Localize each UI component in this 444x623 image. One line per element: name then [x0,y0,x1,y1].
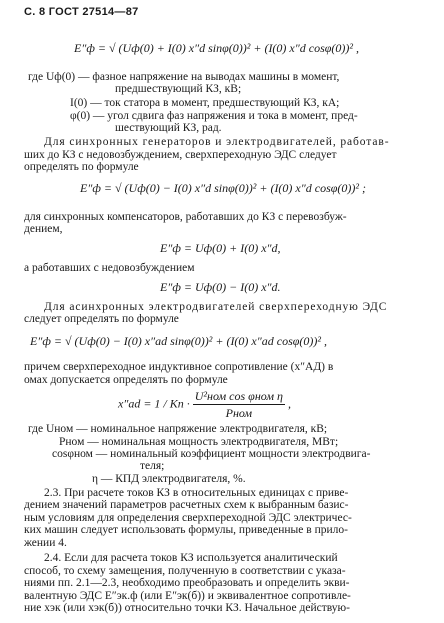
section-2-3-line-2: дением значений параметров расчетных схем к выбранным базис- [24,499,349,512]
formula-6-denominator: Pном [225,406,253,421]
where-cosphi-cont: теля; [140,460,165,473]
section-2-3-line-5: жении 4. [24,536,67,549]
para-comp-2: дением, [24,222,63,235]
where-i0: I(0) — ток статора в момент, предшествующий КЗ, кА; [70,97,340,110]
formula-3: E″ф = Uф(0) + I(0) x″d, [160,241,281,256]
formula-5: E″ф = √ (Uф(0) − I(0) x″ad sinφ(0))² + (I(0) x″ad cosφ(0))² , [30,333,327,348]
section-2-4-line-1: 2.4. Если для расчета токов КЗ используется аналитический [44,552,338,565]
formula-6-tail: , [287,396,291,411]
formula-6: x″ad = 1 / Kп · $\frac{\text{U²ном cos φном η}}{\text{Pном}}$ , [118,389,291,421]
page-header: С. 8 ГОСТ 27514—87 [24,6,139,18]
para-sync-3: определять по формуле [24,160,139,173]
formula-4: E″ф = Uф(0) − I(0) x″d. [160,280,281,295]
formula-6-numerator: U²ном cos φном η [194,389,283,404]
formula-2: E″ф = √ (Uф(0) − I(0) x″d sinφ(0))² + (I(0) x″d cosφ(0))² ; [80,181,366,196]
para-sync-2: ших до КЗ с недовозбуждением, сверхпереходную ЭДС следует [24,148,337,161]
formula-6-fraction [193,388,285,421]
where-phi0: φ(0) — угол сдвига фаз напряжения и тока в момент, пред- [70,109,358,122]
para-reactance-2: омах допускается определять по формуле [24,373,228,386]
section-2-4-line-5: ние xэк (или xэк(б)) относительно точки КЗ. Начальное действую- [24,602,350,614]
where-eta: η — КПД электродвигателя, %. [92,472,246,485]
where-uf0-cont: предшествующий КЗ, кВ; [115,83,242,95]
section-2-3-line-4: ких машин следует использовать формулы, приведенные в прило- [24,524,348,537]
section-2-3-line-1: 2.3. При расчете токов КЗ в относительных единицах с приве- [44,486,349,499]
where-unom: где Uном — номинальное напряжение электродвигателя, кВ; [28,423,328,436]
formula-1: E″ф = √ (Uф(0) + I(0) x″d sinφ(0))² + (I(0) x″d cosφ(0))² , [74,41,359,56]
formula-6-coeff: 1 / Kп [154,396,184,411]
para-comp-1: для синхронных компенсаторов, работавших до КЗ с перевозбуж- [24,210,347,223]
para-async-2: следует определять по формуле [24,313,179,326]
para-sync-1: Для синхронных генераторов и электродвигателей, работав- [44,136,390,149]
section-2-3-line-3: ным условиям для определения сверхпереходной ЭДС электричес- [24,511,352,524]
para-async-1: Для асинхронных электродвигателей сверхпереходную ЭДС [44,300,388,313]
section-2-4-line-4: валентную ЭДС E″эк.ф (или E″эк(б)) и эквивалентное сопротивле- [24,589,351,602]
section-2-4-line-2: способ, то схему замещения, полученную в соответствии с указа- [24,564,346,577]
where-uf0: где Uф(0) — фазное напряжение на выводах машины в момент, [28,70,340,83]
section-2-4-line-3: ниями пп. 2.1—2.3, необходимо преобразовать и определить экви- [24,577,350,590]
formula-6-lhs: x″ad = [118,396,152,411]
para-reactance-1: причем сверхпереходное индуктивное сопротивление (x″АД) в [24,361,334,374]
where-phi0-cont: шествующий КЗ, рад. [115,122,222,134]
where-pnom: Pном — номинальная мощность электродвигателя, МВт; [59,435,339,448]
where-cosphi: cosφном — номинальный коэффициент мощности электродвига- [52,447,371,460]
para-under: а работавших с недовозбуждением [24,261,195,274]
